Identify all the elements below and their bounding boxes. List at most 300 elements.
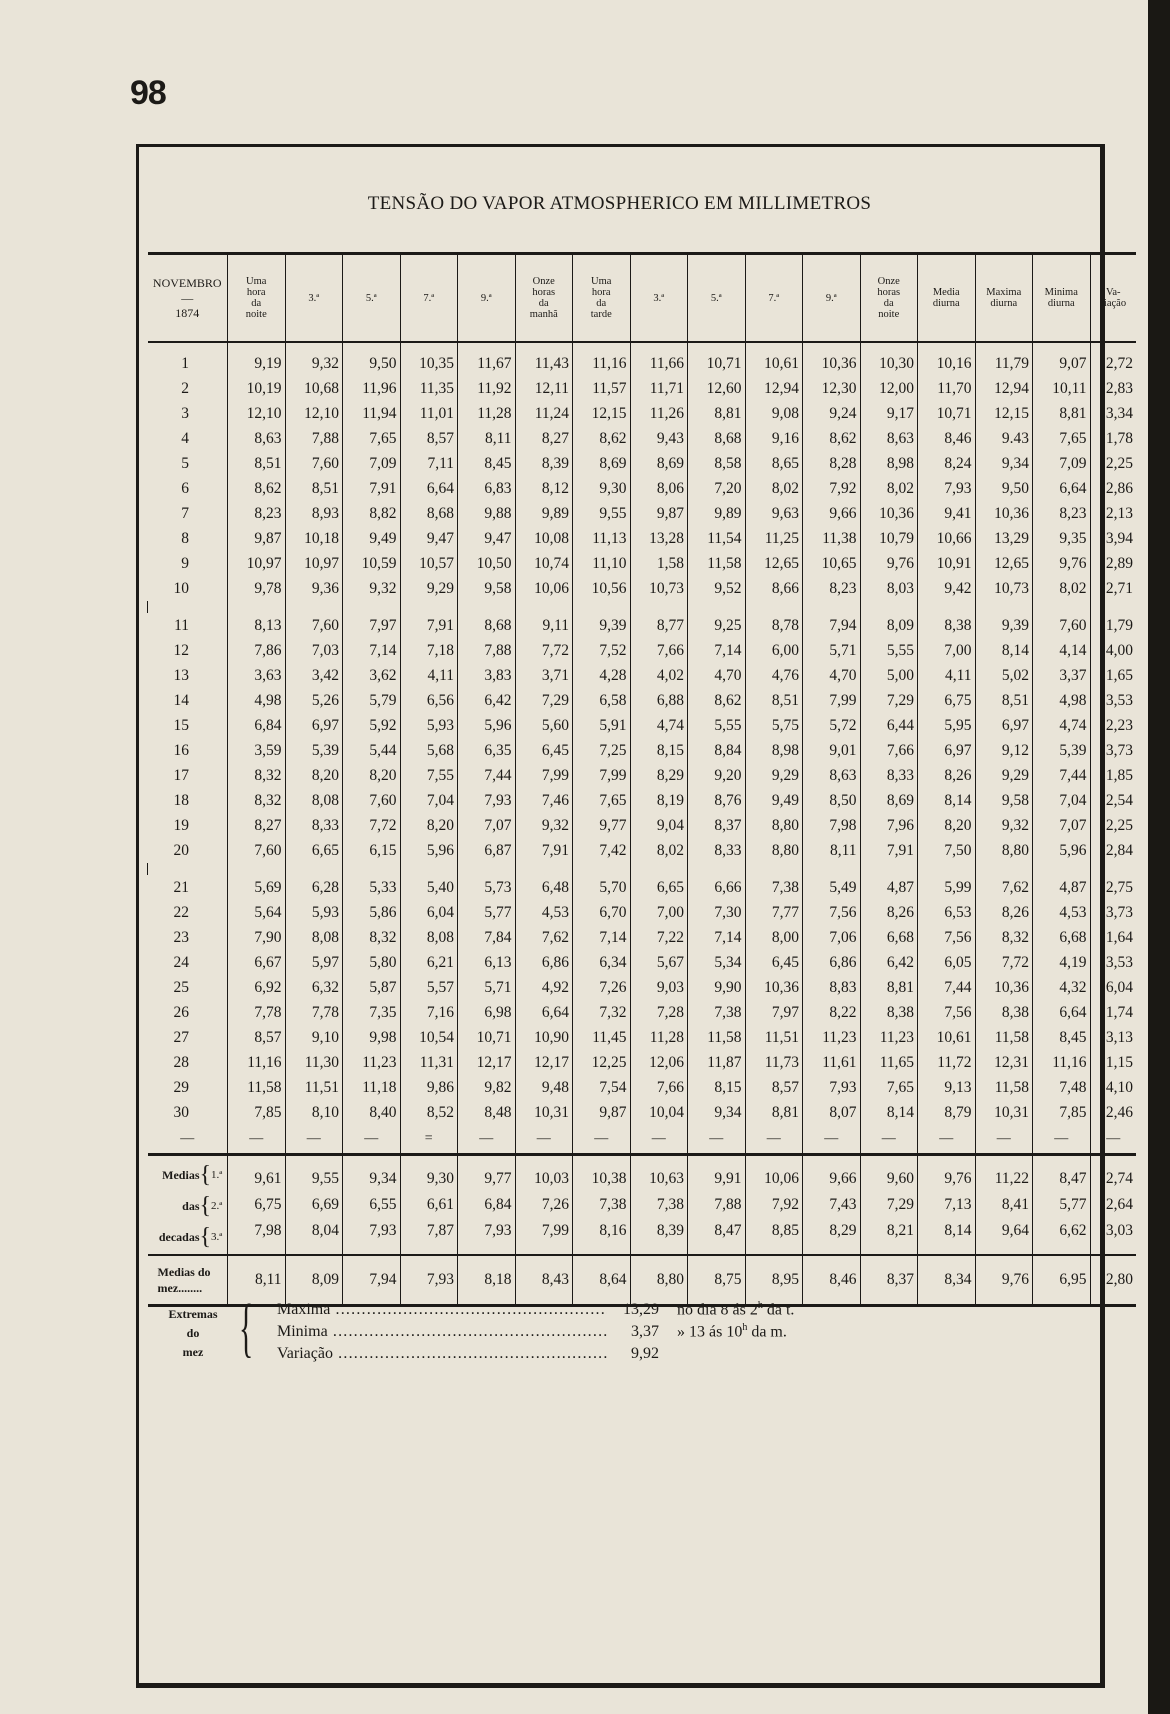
spacer-cell: [148, 601, 228, 613]
value-cell: 7,60: [228, 838, 286, 863]
value-cell: 8,20: [918, 813, 976, 838]
extreme-name: Maxima .....: [277, 1301, 607, 1319]
value-cell: 8,08: [285, 788, 343, 813]
value-cell: 8,16: [573, 1218, 631, 1255]
value-cell: 5,93: [285, 900, 343, 925]
value-cell: 10,71: [918, 401, 976, 426]
value-cell: 6,04: [1090, 975, 1136, 1000]
day-cell: 12: [173, 641, 189, 659]
value-cell: 4,87: [860, 875, 918, 900]
value-cell: 9,82: [458, 1075, 516, 1100]
value-cell: 7,77: [745, 900, 803, 925]
value-cell: 8,63: [860, 426, 918, 451]
value-cell: 6,53: [918, 900, 976, 925]
value-cell: 9,25: [688, 613, 746, 638]
value-cell: 5,68: [400, 738, 458, 763]
value-cell: 8,10: [285, 1100, 343, 1125]
value-cell: 9,76: [918, 1155, 976, 1193]
value-cell: 7,54: [573, 1075, 631, 1100]
value-cell: 9,91: [688, 1155, 746, 1193]
value-cell: 7,99: [803, 688, 861, 713]
value-cell: 11,58: [688, 1025, 746, 1050]
value-cell: 5,95: [918, 713, 976, 738]
value-cell: 9,89: [515, 501, 573, 526]
value-cell: 2,75: [1090, 875, 1136, 900]
spacer-cell: [573, 601, 631, 613]
table-row: [148, 663, 1137, 688]
day-cell: 29: [173, 1078, 189, 1096]
value-cell: 2,80: [1090, 1255, 1136, 1306]
value-cell: 8,32: [228, 788, 286, 813]
spacer-row: [148, 863, 1137, 875]
value-cell: 7,65: [343, 426, 401, 451]
column-header-line: manhã: [529, 309, 558, 320]
value-cell: 8,68: [688, 426, 746, 451]
value-cell: 11,24: [515, 401, 573, 426]
value-cell: 12,65: [745, 551, 803, 576]
value-cell: 8,33: [285, 813, 343, 838]
value-cell: 2,74: [1090, 1155, 1136, 1193]
value-cell: 8,08: [285, 925, 343, 950]
value-cell: 7,60: [1033, 613, 1091, 638]
page-number: 98: [130, 74, 166, 112]
value-cell: 8,12: [515, 476, 573, 501]
value-cell: 8,80: [745, 838, 803, 863]
table-row: [148, 376, 1137, 401]
value-cell: 9,63: [745, 501, 803, 526]
dash-cell: —: [688, 1125, 746, 1155]
day-cell: 5: [181, 454, 189, 472]
value-cell: 10,19: [228, 376, 286, 401]
value-cell: 4,28: [573, 663, 631, 688]
extreme-name: Minima .....: [277, 1323, 607, 1341]
value-cell: 5,72: [803, 713, 861, 738]
table-row: [148, 713, 1137, 738]
value-cell: 6,75: [918, 688, 976, 713]
value-cell: 9,48: [515, 1075, 573, 1100]
value-cell: 8,58: [688, 451, 746, 476]
value-cell: 8,47: [688, 1218, 746, 1255]
value-cell: 9,87: [573, 1100, 631, 1125]
table-row: [148, 1075, 1137, 1100]
value-cell: 11,01: [400, 401, 458, 426]
value-cell: 7,72: [515, 638, 573, 663]
value-cell: 5,69: [228, 875, 286, 900]
value-cell: 3,59: [228, 738, 286, 763]
value-cell: 11,18: [343, 1075, 401, 1100]
day-cell: 2: [181, 379, 189, 397]
value-cell: 7,20: [688, 476, 746, 501]
value-cell: 10,18: [285, 526, 343, 551]
value-cell: 1,65: [1090, 663, 1136, 688]
table-row: [148, 551, 1137, 576]
value-cell: 12,94: [745, 376, 803, 401]
extreme-line: [277, 1343, 794, 1365]
spacer-cell: [458, 601, 516, 613]
dash-cell: —: [860, 1125, 918, 1155]
value-cell: 8,85: [745, 1218, 803, 1255]
value-cell: 5,40: [400, 875, 458, 900]
table-row: [148, 526, 1137, 551]
value-cell: 2,64: [1090, 1192, 1136, 1218]
value-cell: 8,02: [745, 476, 803, 501]
value-cell: 10,97: [285, 551, 343, 576]
dash-cell: —: [285, 1125, 343, 1155]
value-cell: 12,17: [515, 1050, 573, 1075]
value-cell: 8,13: [228, 613, 286, 638]
value-cell: 8,29: [630, 763, 688, 788]
value-cell: 7,93: [803, 1075, 861, 1100]
value-cell: 7,62: [515, 925, 573, 950]
column-header-line: 3.ª: [653, 292, 665, 304]
value-cell: 5,79: [343, 688, 401, 713]
decade-mean-row: [148, 1192, 1137, 1218]
value-cell: 3,34: [1090, 401, 1136, 426]
value-cell: 7,88: [688, 1192, 746, 1218]
value-cell: 7,50: [918, 838, 976, 863]
value-cell: 8,37: [688, 813, 746, 838]
value-cell: 6,84: [228, 713, 286, 738]
value-cell: 12,65: [975, 551, 1033, 576]
extreme-value: 3,37: [631, 1323, 659, 1340]
value-cell: 7,93: [918, 476, 976, 501]
value-cell: 6,28: [285, 875, 343, 900]
value-cell: 11,87: [688, 1050, 746, 1075]
value-cell: 7,32: [573, 1000, 631, 1025]
value-cell: 5,77: [1033, 1192, 1091, 1218]
value-cell: 2,71: [1090, 576, 1136, 601]
value-cell: 13,29: [975, 526, 1033, 551]
decade-mean-label: [148, 1192, 228, 1218]
day-cell: 1: [181, 354, 189, 372]
day-cell: 24: [173, 953, 189, 971]
value-cell: 9,64: [975, 1218, 1033, 1255]
value-cell: 8,02: [1033, 576, 1091, 601]
value-cell: 7,88: [285, 426, 343, 451]
value-cell: 4,92: [515, 975, 573, 1000]
value-cell: 6,84: [458, 1192, 516, 1218]
value-cell: 7,00: [918, 638, 976, 663]
spacer-cell: [975, 863, 1033, 875]
value-cell: 7,44: [458, 763, 516, 788]
value-cell: 12,31: [975, 1050, 1033, 1075]
value-cell: 8,57: [228, 1025, 286, 1050]
spacer-cell: [803, 863, 861, 875]
value-cell: 3,53: [1090, 688, 1136, 713]
value-cell: 8,23: [1033, 501, 1091, 526]
value-cell: 6,67: [228, 950, 286, 975]
value-cell: 10,57: [400, 551, 458, 576]
decade-mean-row: [148, 1218, 1137, 1255]
value-cell: 8,14: [975, 638, 1033, 663]
table-row: [148, 838, 1137, 863]
dash-cell: —: [1033, 1125, 1091, 1155]
value-cell: 12,10: [228, 401, 286, 426]
value-cell: 6,64: [1033, 476, 1091, 501]
value-cell: 2,25: [1090, 813, 1136, 838]
value-cell: 8,15: [630, 738, 688, 763]
value-cell: 9,47: [458, 526, 516, 551]
value-cell: 6,70: [573, 900, 631, 925]
value-cell: 11,43: [515, 342, 573, 376]
extreme-description: no dia 8 ás 2$^h$ da t.: [677, 1300, 795, 1319]
extreme-value: 9,92: [631, 1345, 659, 1362]
value-cell: 9,34: [688, 1100, 746, 1125]
value-cell: 8,81: [688, 401, 746, 426]
extreme-description: » 13 ás 10$^h$ da m.: [677, 1322, 787, 1341]
value-cell: 6,45: [515, 738, 573, 763]
value-cell: 5,96: [458, 713, 516, 738]
value-cell: 10,65: [803, 551, 861, 576]
value-cell: 11,16: [228, 1050, 286, 1075]
dash-cell: —: [975, 1125, 1033, 1155]
value-cell: 8,06: [630, 476, 688, 501]
column-header-line: hora: [591, 287, 611, 298]
value-cell: 8,46: [803, 1255, 861, 1306]
value-cell: 9,49: [745, 788, 803, 813]
value-cell: 3,73: [1090, 738, 1136, 763]
value-cell: 9,11: [515, 613, 573, 638]
value-cell: 9,76: [975, 1255, 1033, 1306]
value-cell: 9,39: [975, 613, 1033, 638]
value-cell: 8,76: [688, 788, 746, 813]
value-cell: 4,70: [688, 663, 746, 688]
value-cell: 7,92: [745, 1192, 803, 1218]
table-row: [148, 813, 1137, 838]
value-cell: 11,28: [630, 1025, 688, 1050]
spacer-cell: [1090, 601, 1136, 613]
value-cell: 9,87: [630, 501, 688, 526]
value-cell: 10,16: [918, 342, 976, 376]
value-cell: 6,58: [573, 688, 631, 713]
value-cell: 4,02: [630, 663, 688, 688]
value-cell: 3,94: [1090, 526, 1136, 551]
value-cell: 8,43: [515, 1255, 573, 1306]
spacer-cell: [918, 863, 976, 875]
value-cell: 8,77: [630, 613, 688, 638]
value-cell: 11,92: [458, 376, 516, 401]
dash-cell: —: [228, 1125, 286, 1155]
day-cell: 10: [173, 579, 189, 597]
value-cell: 11,31: [400, 1050, 458, 1075]
value-cell: 7,97: [745, 1000, 803, 1025]
header-month-cell: [148, 254, 228, 343]
extreme-name: Variação .....: [277, 1345, 607, 1363]
value-cell: 9,42: [918, 576, 976, 601]
column-header: [515, 254, 573, 343]
value-cell: 8,66: [745, 576, 803, 601]
value-cell: 11,45: [573, 1025, 631, 1050]
value-cell: 11,54: [688, 526, 746, 551]
value-cell: 6,13: [458, 950, 516, 975]
value-cell: 8,50: [803, 788, 861, 813]
value-cell: 6,68: [1033, 925, 1091, 950]
value-cell: 8,80: [975, 838, 1033, 863]
value-cell: 12,10: [285, 401, 343, 426]
extreme-line: [277, 1299, 794, 1321]
value-cell: 4,11: [918, 663, 976, 688]
column-header-line: diurna: [990, 298, 1018, 309]
value-cell: 7,42: [573, 838, 631, 863]
column-header-line: Minima: [1044, 287, 1078, 298]
value-cell: 7,00: [630, 900, 688, 925]
value-cell: 8,83: [803, 975, 861, 1000]
day-cell: 13: [173, 666, 189, 684]
column-header-line: Uma: [246, 276, 267, 287]
value-cell: 8,64: [573, 1255, 631, 1306]
column-header-line: diurna: [1047, 298, 1075, 309]
value-cell: 9,29: [400, 576, 458, 601]
value-cell: 11,58: [688, 551, 746, 576]
column-header-line: riação: [1100, 298, 1127, 309]
value-cell: 4,10: [1090, 1075, 1136, 1100]
value-cell: 8,14: [860, 1100, 918, 1125]
column-header-line: 5.ª: [365, 292, 377, 304]
value-cell: 5,97: [285, 950, 343, 975]
value-cell: 7,91: [400, 613, 458, 638]
spacer-cell: [573, 863, 631, 875]
value-cell: 8,32: [343, 925, 401, 950]
spacer-cell: [745, 863, 803, 875]
spacer-cell: [1033, 601, 1091, 613]
day-cell: 6: [181, 479, 189, 497]
spacer-cell: [745, 601, 803, 613]
header-year: 1874: [175, 305, 200, 320]
value-cell: 9,29: [975, 763, 1033, 788]
value-cell: 5,91: [573, 713, 631, 738]
value-cell: 5,49: [803, 875, 861, 900]
value-cell: 7,72: [975, 950, 1033, 975]
value-cell: 11,58: [975, 1075, 1033, 1100]
value-cell: 8,63: [228, 426, 286, 451]
value-cell: 6,68: [860, 925, 918, 950]
value-cell: 8,08: [400, 925, 458, 950]
value-cell: 7,46: [515, 788, 573, 813]
value-cell: 7,48: [1033, 1075, 1091, 1100]
value-cell: 6,98: [458, 1000, 516, 1025]
value-cell: 2,23: [1090, 713, 1136, 738]
value-cell: 7,87: [400, 1218, 458, 1255]
spacer-cell: [228, 863, 286, 875]
value-cell: 2,83: [1090, 376, 1136, 401]
value-cell: 6,04: [400, 900, 458, 925]
value-cell: 8,95: [745, 1255, 803, 1306]
value-cell: 10,36: [975, 501, 1033, 526]
value-cell: 8,45: [458, 451, 516, 476]
value-cell: 8,98: [745, 738, 803, 763]
value-cell: 8,52: [400, 1100, 458, 1125]
value-cell: 4,11: [400, 663, 458, 688]
value-cell: 6,00: [745, 638, 803, 663]
value-cell: 9,29: [745, 763, 803, 788]
spacer-cell: [803, 601, 861, 613]
decade-mean-row: [148, 1155, 1137, 1193]
value-cell: 11,25: [745, 526, 803, 551]
value-cell: 12,00: [860, 376, 918, 401]
value-cell: 5,44: [343, 738, 401, 763]
value-cell: 7,09: [343, 451, 401, 476]
value-cell: 9,50: [343, 342, 401, 376]
value-cell: 9,32: [343, 576, 401, 601]
value-cell: 10,61: [745, 342, 803, 376]
value-cell: 9,30: [400, 1155, 458, 1193]
day-cell: 20: [173, 841, 189, 859]
extreme-value: 13,29: [623, 1301, 659, 1318]
value-cell: 9,58: [458, 576, 516, 601]
value-cell: 9,66: [803, 501, 861, 526]
value-cell: 7,66: [630, 1075, 688, 1100]
value-cell: 5,55: [688, 713, 746, 738]
value-cell: 7,78: [285, 1000, 343, 1025]
column-header-line: 9.ª: [480, 292, 492, 304]
value-cell: 7,04: [400, 788, 458, 813]
value-cell: 9,55: [285, 1155, 343, 1193]
value-cell: 8,62: [803, 426, 861, 451]
table-row: [148, 476, 1137, 501]
value-cell: 11,30: [285, 1050, 343, 1075]
value-cell: 6,66: [688, 875, 746, 900]
value-cell: 8,02: [630, 838, 688, 863]
day-cell: 3: [181, 404, 189, 422]
decade-ordinal: 1.ª: [211, 1168, 223, 1181]
extremes-label-line: do: [186, 1326, 200, 1340]
value-cell: 8,69: [630, 451, 688, 476]
value-cell: 1,15: [1090, 1050, 1136, 1075]
value-cell: 2,89: [1090, 551, 1136, 576]
month-mean-label-line: mez........: [157, 1281, 203, 1295]
value-cell: 6,87: [458, 838, 516, 863]
value-cell: 6,97: [285, 713, 343, 738]
value-cell: 10,71: [688, 342, 746, 376]
value-cell: 8,62: [688, 688, 746, 713]
value-cell: 11,70: [918, 376, 976, 401]
value-cell: 8,40: [343, 1100, 401, 1125]
value-cell: 2,46: [1090, 1100, 1136, 1125]
value-cell: 7,14: [343, 638, 401, 663]
value-cell: 6,44: [860, 713, 918, 738]
extremes-brace: {: [239, 1291, 254, 1364]
value-cell: 9,49: [343, 526, 401, 551]
value-cell: 5,71: [803, 638, 861, 663]
vapor-tension-table: [147, 252, 1136, 1307]
value-cell: 4,74: [630, 713, 688, 738]
spacer-cell: [515, 863, 573, 875]
spacer-cell: [400, 863, 458, 875]
value-cell: 6,61: [400, 1192, 458, 1218]
value-cell: 5,64: [228, 900, 286, 925]
value-cell: 4,70: [803, 663, 861, 688]
value-cell: 11,58: [975, 1025, 1033, 1050]
dash-cell: —: [745, 1125, 803, 1155]
value-cell: 7,99: [515, 1218, 573, 1255]
day-cell: 11: [174, 616, 189, 634]
value-cell: 10,61: [918, 1025, 976, 1050]
value-cell: 6,62: [1033, 1218, 1091, 1255]
day-cell: 7: [181, 504, 189, 522]
value-cell: 9,90: [688, 975, 746, 1000]
value-cell: 7,78: [228, 1000, 286, 1025]
value-cell: 3,03: [1090, 1218, 1136, 1255]
hour-superscript: h: [757, 1300, 763, 1312]
value-cell: 8,41: [975, 1192, 1033, 1218]
value-cell: 8,27: [515, 426, 573, 451]
value-cell: 9,13: [918, 1075, 976, 1100]
spacer-row: [148, 601, 1137, 613]
value-cell: 8,68: [400, 501, 458, 526]
decade-mean-label-text: das: [182, 1198, 200, 1213]
day-cell: 4: [181, 429, 189, 447]
value-cell: 8,65: [745, 451, 803, 476]
